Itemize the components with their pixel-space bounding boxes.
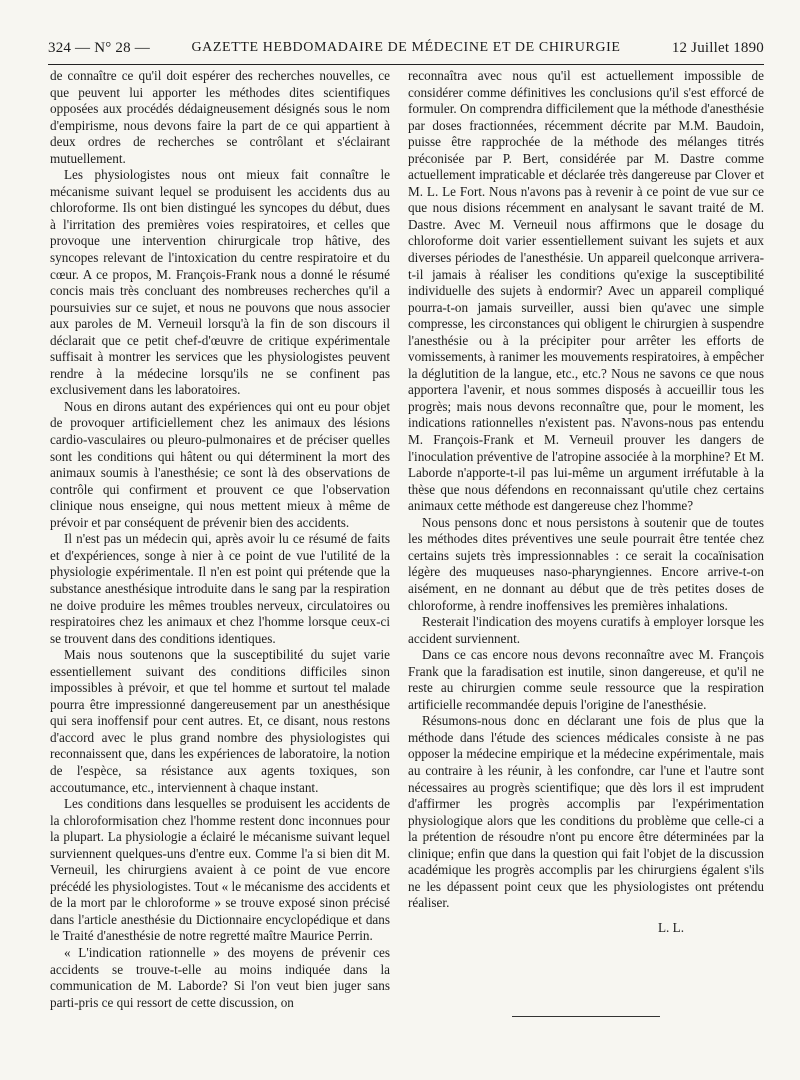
paragraph: « L'indication rationnelle » des moyens de prévenir ces accidents se trouve-t-elle au moins indiquée dans la communication de M. Laborde? Si l'on veut bien juger sans parti-pris ce qui ressort de cette discussion, on (50, 944, 390, 1010)
closing-rule (512, 1016, 660, 1017)
paragraph: reconnaîtra avec nous qu'il est actuellement impossible de considérer comme définitives les conclusions qu'il s'est efforcé de formuler. On comprendra difficilement que la méthode d'anesthésie par doses fractionnées, récemment décrite par M.M. Baudoin, puisse être rapprochée de la méthode des mélanges titrés préconisée par P. Bert, considérée par M. Dastre comme actuellement impraticable et déclarée très dangereuse par Clover et M. L. Le Fort. Nous n'avons pas à revenir à ce point de vue sur ce que nous disions récemment en analysant le savant traité de M. Dastre. Avec M. Verneuil nous affirmons que le dosage du chloroforme doit varier essentiellement suivant les sujets et aux diverses périodes de l'anesthésie. Un appareil quelconque arrivera-t-il jamais à réaliser les conditions qu'exige la susceptibilité individuelle des sujets à endormir? Avec un appareil compliqué pourra-t-on jamais surveiller, aussi bien qu'avec une simple compresse, les circonstances qui obligent le chirurgien à suspendre l'anesthésie ou à la précipiter pour arrêter les efforts de vomissements, à ranimer les mouvements respiratoires, à empêcher la déglutition de la langue, etc., etc.? Nous ne savons ce que nous apportera l'avenir, et nous sommes disposés à accueillir tous les progrès; mais nous devons reconnaître que, pour le moment, les indications rationnelles n'existent pas. N'avons-nous pas entendu M. François-Frank et M. Verneuil prouver les dangers de l'inoculation préventive de l'atropine associée à la morphine? Et M. Laborde n'apporte-t-il pas lui-même un argument irréfutable à la thèse que nous défendons en reconnaissant qu'utile chez certains animaux cette méthode est dangereuse chez l'homme? (408, 68, 764, 514)
author-signature: L. L. (657, 919, 684, 935)
paragraph: Nous en dirons autant des expériences qui ont eu pour objet de provoquer artificiellement chez les animaux des lésions cardio-vasculaires ou pleuro-pulmonaires et de préciser quelles sont les conditions qui hâtent ou qui déterminent la mort des animaux soumis à l'anesthésie; ce sont là des observations de contrôle qui confirment et prouvent ce que l'observation clinique nous enseigne, qui nous mettent mieux à même de prévoir et par conséquent de prévenir bien des accidents. (50, 398, 390, 530)
left-column (50, 68, 390, 1011)
paragraph: de connaître ce qu'il doit espérer des recherches nouvelles, ce que peuvent lui apporter les méthodes dites scientifiques opposées aux procédés dédaigneusement désignés sous le nom d'empirisme, nous devons faire la part de ce qui appartient à deux ordres de recherches se contrôlant et s'éclairant mutuellement. (50, 68, 390, 166)
paragraph: Nous pensons donc et nous persistons à soutenir que de toutes les méthodes dites préventives une seule pourrait être tentée chez certains sujets très impressionnables : ce serait la cocaïnisation légère des muqueuses naso-pharyngiennes. Encore arrive-t-on aisément, en ne donnant au début que de très petites doses de chloroforme, à rendre inoffensives les premières inhalations. (408, 514, 764, 613)
paragraph: Resterait l'indication des moyens curatifs à employer lorsque les accident surviennent. (408, 614, 764, 646)
paragraph: Les conditions dans lesquelles se produisent les accidents de la chloroformisation chez l'homme restent donc inconnues pour la plupart. La physiologie a éclairé le mécanisme suivant lequel surviennent quelques-uns d'entre eux. Comme l'a si bien dit M. Verneuil, les chirurgiens avaient à ce point de vue encore précédé les physiologistes. Tout « le mécanisme des accidents et de la mort par le chloroforme » se trouve exposé sinon précisé dans l'article anesthésie du Dictionnaire encyclopédique et dans le Traité d'anesthésie de notre regretté maître Maurice Perrin. (50, 796, 390, 944)
paragraph: Les physiologistes nous ont mieux fait connaître le mécanisme suivant lequel se produisent les accidents dus au chloroforme. Ils ont bien distingué les syncopes du début, dues à l'irritation des premières voies respiratoires, et celles que provoque une intervention chirurgicale trop hâtive, des syncopes relevant de l'intoxication du centre respiratoire et du cœur. A ce propos, M. François-Frank nous a donné le résumé concis mais très concluant des nombreuses recherches qu'il a poursuivies sur ce sujet, et nous ne pouvons que nous associer aux paroles de M. Verneuil lorsqu'à la fin de son discours il déclarait que ce petit chef-d'œuvre de critique expérimentale suffisait à montrer les services que les physiologistes peuvent rendre à la médecine lorsqu'ils ne se confinent pas exclusivement dans les laboratoires. (50, 167, 390, 398)
running-header (48, 34, 764, 65)
issue-date: 12 Juillet 1890 (671, 40, 764, 56)
page-number-issue: 324 — N° 28 — (48, 40, 150, 56)
paragraph: Dans ce cas encore nous devons reconnaître avec M. François Frank que la faradisation est inutile, sinon dangereuse, et qu'il ne reste au chirurgien comme seule ressource que la respiration artificielle recommandée depuis l'origine de l'anesthésie. (408, 647, 764, 712)
paragraph: Mais nous soutenons que la susceptibilité du sujet varie essentiellement suivant des conditions difficiles sinon impossibles à prévoir, et que tel homme et surtout tel malade pourra être impressionné dangereusement par un anesthésique qui sera inoffensif pour cent autres. Et, ce disant, nous restons d'accord avec le plus grand nombre des physiologistes qui reconnaissent que, dans les expériences de laboratoire, la notion de l'espèce, sa résistance aux agents toxiques, son accoutumance, etc., interviennent à chaque instant. (50, 647, 390, 795)
paragraph: Il n'est pas un médecin qui, après avoir lu ce résumé de faits et d'expériences, songe à nier à ce point de vue l'utilité de la physiologie expérimentale. Il n'en est point qui prétende que la substance anesthésique introduite dans le sang par la respiration ne doive produire les mêmes troubles nerveux, circulatoires ou respiratoires chez les animaux et chez l'homme lorsque ceux-ci se trouvent dans des conditions identiques. (50, 531, 390, 646)
right-column (408, 68, 764, 936)
paragraph: Résumons-nous donc en déclarant une fois de plus que la méthode dans l'étude des sciences médicales consiste à ne pas opposer la médecine empirique et la médecine expérimentale, mais au contraire à les réunir, à les confondre, car l'une et l'autre sont nécessaires au progrès scientifique; que dès lors il est imprudent d'affirmer les progrès accomplis par l'expérimentation physiologique alors que les conditions du problème que celle-ci a la prétention de résoudre n'ont pu encore être déterminées par la clinique; enfin que dans la question qui fait l'objet de la discussion académique les progrès accomplis par les chirurgiens égalent s'ils ne les dépassent point ceux que les physiologistes ont prétendu réaliser. (408, 713, 764, 911)
journal-title: GAZETTE HEBDOMADAIRE DE MÉDECINE ET DE CHIRURGIE (191, 40, 621, 55)
